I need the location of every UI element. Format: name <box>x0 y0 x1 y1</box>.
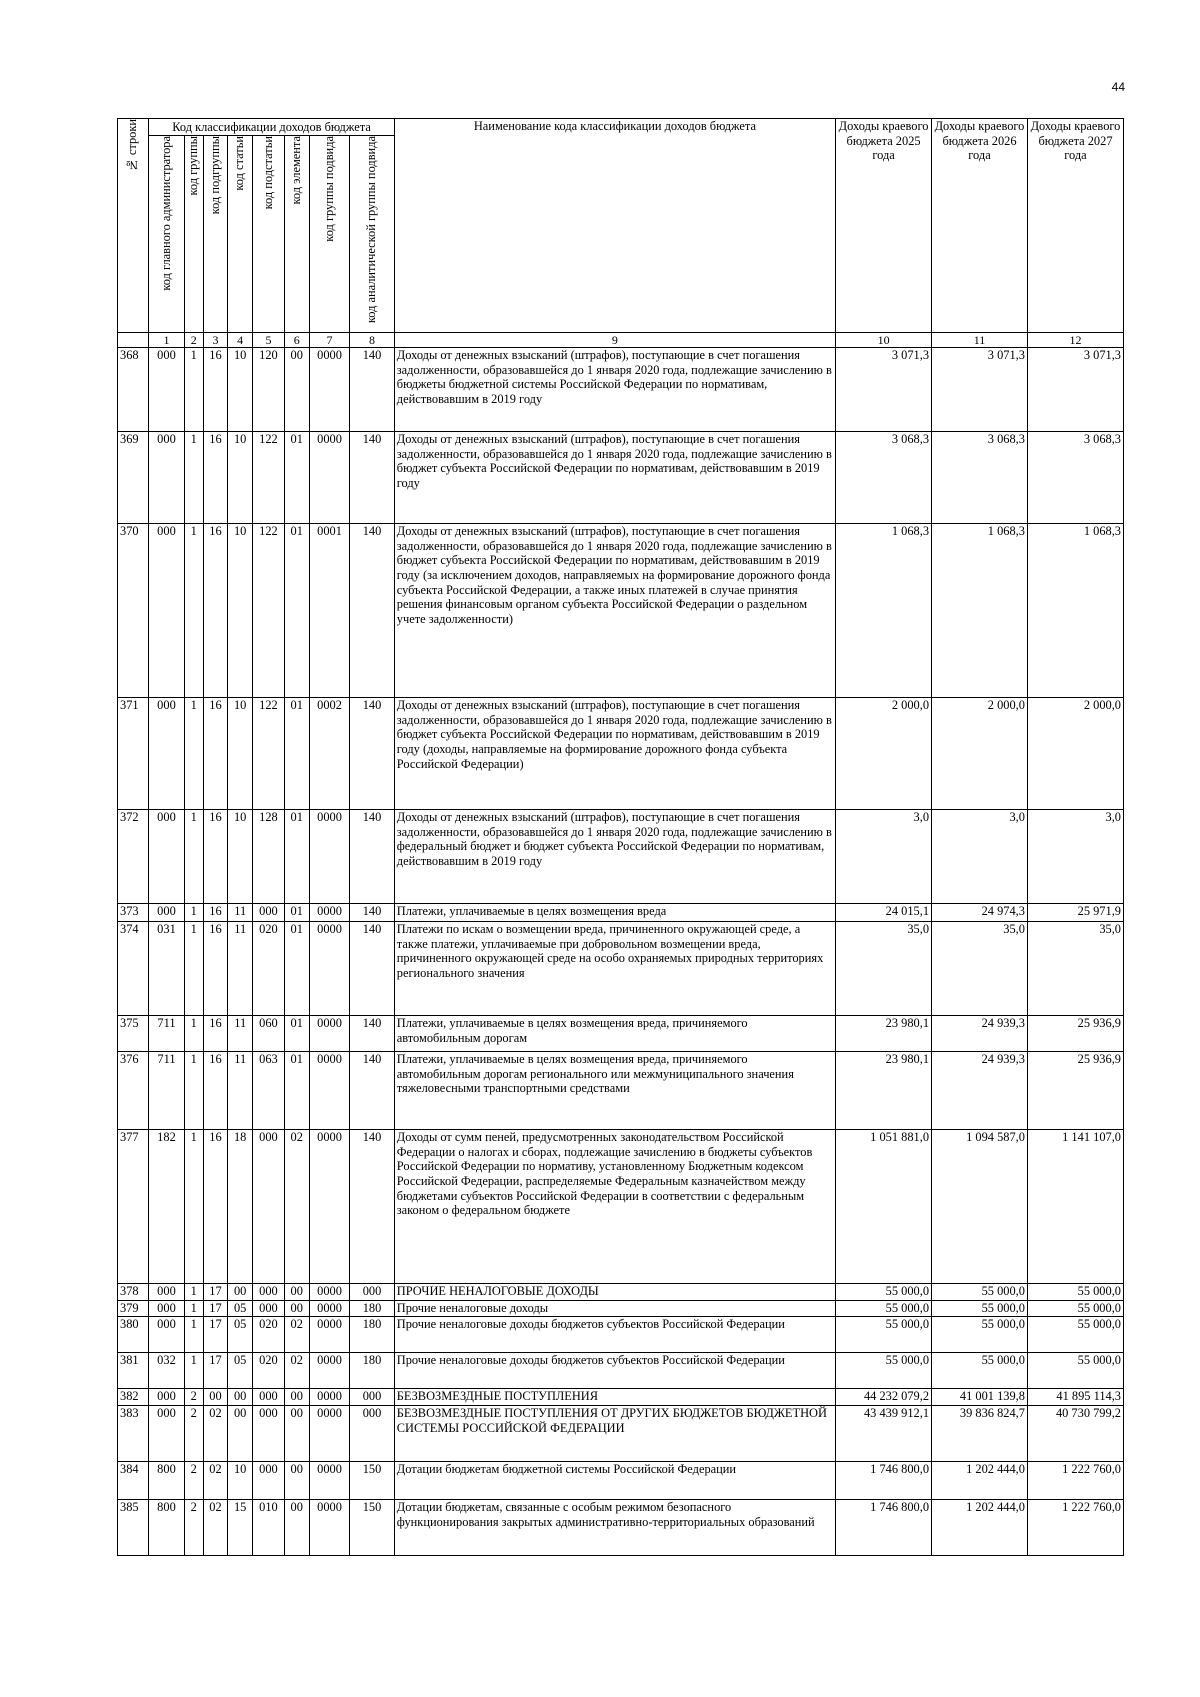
code-cell: 00 <box>284 1301 309 1317</box>
income-2025-cell: 3 071,3 <box>836 348 932 432</box>
code-cell: 18 <box>228 1130 253 1284</box>
code-cell: 16 <box>203 1052 227 1130</box>
column-number: 1 <box>149 333 184 348</box>
code-cell: 1 <box>184 1301 203 1317</box>
page-number: 44 <box>1111 80 1125 94</box>
code-cell: 020 <box>253 1317 284 1353</box>
code-cell: 000 <box>149 1301 184 1317</box>
column-number: 11 <box>932 333 1028 348</box>
code-cell: 10 <box>228 348 253 432</box>
income-2027-cell: 3 071,3 <box>1027 348 1123 432</box>
row-number-cell: 372 <box>118 810 149 904</box>
income-2027-cell: 35,0 <box>1027 922 1123 1016</box>
income-name-cell: БЕЗВОЗМЕЗДНЫЕ ПОСТУПЛЕНИЯ ОТ ДРУГИХ БЮДЖЕТОВ БЮДЖЕТНОЙ СИСТЕМЫ РОССИЙСКОЙ ФЕДЕРАЦИИ <box>394 1406 835 1462</box>
income-2027-cell: 55 000,0 <box>1027 1284 1123 1301</box>
code-cell: 10 <box>228 810 253 904</box>
code-cell: 16 <box>203 1130 227 1284</box>
income-2027-cell: 25 971,9 <box>1027 904 1123 922</box>
code-cell: 10 <box>228 524 253 698</box>
row-number-cell: 385 <box>118 1500 149 1556</box>
income-name-cell: Дотации бюджетам, связанные с особым режимом безопасного функционирования закрытых административно-территориальных образований <box>394 1500 835 1556</box>
code-cell: 000 <box>253 904 284 922</box>
code-cell: 000 <box>350 1406 395 1462</box>
header-code-analytic-group: код аналитической группы подвида <box>350 136 395 333</box>
header-code-admin: код главного администратора <box>149 136 184 333</box>
code-cell: 800 <box>149 1462 184 1500</box>
column-number: 7 <box>309 333 349 348</box>
income-2026-cell: 1 068,3 <box>932 524 1028 698</box>
code-cell: 00 <box>203 1389 227 1406</box>
income-2025-cell: 1 068,3 <box>836 524 932 698</box>
code-cell: 0000 <box>309 1130 349 1284</box>
code-cell: 00 <box>228 1389 253 1406</box>
code-cell: 000 <box>149 1317 184 1353</box>
income-2025-cell: 23 980,1 <box>836 1016 932 1052</box>
code-cell: 000 <box>350 1284 395 1301</box>
income-name-cell: Дотации бюджетам бюджетной системы Российской Федерации <box>394 1462 835 1500</box>
code-cell: 2 <box>184 1462 203 1500</box>
code-cell: 000 <box>350 1389 395 1406</box>
code-cell: 0000 <box>309 348 349 432</box>
code-cell: 020 <box>253 1353 284 1389</box>
code-cell: 0000 <box>309 1462 349 1500</box>
code-cell: 17 <box>203 1301 227 1317</box>
income-2026-cell: 24 939,3 <box>932 1016 1028 1052</box>
code-cell: 00 <box>284 1406 309 1462</box>
code-cell: 02 <box>203 1462 227 1500</box>
code-cell: 140 <box>350 922 395 1016</box>
code-cell: 180 <box>350 1317 395 1353</box>
code-cell: 2 <box>184 1406 203 1462</box>
income-2026-cell: 24 974,3 <box>932 904 1028 922</box>
income-2025-cell: 23 980,1 <box>836 1052 932 1130</box>
code-cell: 10 <box>228 1462 253 1500</box>
code-cell: 0000 <box>309 1406 349 1462</box>
code-cell: 000 <box>253 1301 284 1317</box>
code-cell: 16 <box>203 810 227 904</box>
code-cell: 150 <box>350 1500 395 1556</box>
code-cell: 180 <box>350 1353 395 1389</box>
header-name-column: Наименование кода классификации доходов бюджета <box>394 119 835 333</box>
table-row <box>118 904 1124 922</box>
row-number-cell: 378 <box>118 1284 149 1301</box>
row-number-cell: 371 <box>118 698 149 810</box>
code-cell: 02 <box>284 1353 309 1389</box>
income-2027-cell: 1 141 107,0 <box>1027 1130 1123 1284</box>
code-cell: 0000 <box>309 1052 349 1130</box>
income-2025-cell: 1 746 800,0 <box>836 1500 932 1556</box>
code-cell: 00 <box>228 1406 253 1462</box>
header-code-subarticle: код подстатьи <box>253 136 284 333</box>
table-row <box>118 348 1124 432</box>
code-cell: 1 <box>184 810 203 904</box>
row-number-cell: 382 <box>118 1389 149 1406</box>
code-cell: 711 <box>149 1052 184 1130</box>
table-row <box>118 1317 1124 1353</box>
header-code-subtype-group: код группы подвида <box>309 136 349 333</box>
code-cell: 02 <box>284 1317 309 1353</box>
code-cell: 00 <box>284 1500 309 1556</box>
row-number-cell: 369 <box>118 432 149 524</box>
code-cell: 000 <box>253 1406 284 1462</box>
code-cell: 140 <box>350 432 395 524</box>
code-cell: 2 <box>184 1500 203 1556</box>
column-number: 4 <box>228 333 253 348</box>
income-2025-cell: 44 232 079,2 <box>836 1389 932 1406</box>
code-cell: 02 <box>284 1130 309 1284</box>
income-2025-cell: 2 000,0 <box>836 698 932 810</box>
row-number-cell: 375 <box>118 1016 149 1052</box>
code-cell: 05 <box>228 1317 253 1353</box>
column-number: 2 <box>184 333 203 348</box>
income-2025-cell: 1 051 881,0 <box>836 1130 932 1284</box>
code-cell: 140 <box>350 1130 395 1284</box>
income-2027-cell: 25 936,9 <box>1027 1052 1123 1130</box>
code-cell: 11 <box>228 922 253 1016</box>
code-cell: 01 <box>284 904 309 922</box>
income-name-cell: Доходы от денежных взысканий (штрафов), поступающие в счет погашения задолженности, образовавшейся до 1 января 2020 года, подлежащие зачислению в бюджет субъекта Российской Федерации по нормативам, действовавшим в 2019 году <box>394 432 835 524</box>
code-cell: 128 <box>253 810 284 904</box>
code-cell: 1 <box>184 1016 203 1052</box>
code-cell: 11 <box>228 1052 253 1130</box>
row-number-cell: 368 <box>118 348 149 432</box>
income-name-cell: Платежи, уплачиваемые в целях возмещения вреда <box>394 904 835 922</box>
income-name-cell: БЕЗВОЗМЕЗДНЫЕ ПОСТУПЛЕНИЯ <box>394 1389 835 1406</box>
table-row <box>118 1500 1124 1556</box>
income-2026-cell: 55 000,0 <box>932 1353 1028 1389</box>
row-number-cell: 384 <box>118 1462 149 1500</box>
table-row <box>118 1130 1124 1284</box>
header-income-2027: Доходы краевого бюджета 2027 года <box>1027 119 1123 333</box>
code-cell: 122 <box>253 432 284 524</box>
row-number-cell: 376 <box>118 1052 149 1130</box>
code-cell: 000 <box>253 1389 284 1406</box>
income-name-cell: Доходы от денежных взысканий (штрафов), поступающие в счет погашения задолженности, образовавшейся до 1 января 2020 года, подлежащие зачислению в бюджет субъекта Российской Федерации по нормативам, действовавшим в 2019 году (доходы, направляемые на формирование дорожного фонда субъекта Российской Федерации) <box>394 698 835 810</box>
income-name-cell: Доходы от денежных взысканий (штрафов), поступающие в счет погашения задолженности, образовавшейся до 1 января 2020 года, подлежащие зачислению в федеральный бюджет и бюджет субъекта Российской Федерации по нормативам, действовавшим в 2019 году <box>394 810 835 904</box>
income-2026-cell: 3 068,3 <box>932 432 1028 524</box>
code-cell: 000 <box>253 1462 284 1500</box>
code-cell: 0000 <box>309 904 349 922</box>
row-number-cell: 383 <box>118 1406 149 1462</box>
code-cell: 16 <box>203 524 227 698</box>
code-cell: 032 <box>149 1353 184 1389</box>
code-cell: 140 <box>350 524 395 698</box>
code-cell: 000 <box>149 698 184 810</box>
income-2025-cell: 55 000,0 <box>836 1301 932 1317</box>
income-2025-cell: 55 000,0 <box>836 1284 932 1301</box>
code-cell: 0002 <box>309 698 349 810</box>
income-2025-cell: 3,0 <box>836 810 932 904</box>
income-2027-cell: 3 068,3 <box>1027 432 1123 524</box>
header-code-article: код статьи <box>228 136 253 333</box>
code-cell: 00 <box>284 1389 309 1406</box>
code-cell: 180 <box>350 1301 395 1317</box>
code-cell: 0000 <box>309 432 349 524</box>
code-cell: 01 <box>284 432 309 524</box>
code-cell: 0000 <box>309 1500 349 1556</box>
table-row <box>118 1284 1124 1301</box>
code-cell: 02 <box>203 1500 227 1556</box>
income-2026-cell: 39 836 824,7 <box>932 1406 1028 1462</box>
table-row <box>118 1389 1124 1406</box>
table-row <box>118 810 1124 904</box>
table-body <box>118 348 1124 1556</box>
income-2026-cell: 3 071,3 <box>932 348 1028 432</box>
code-cell: 140 <box>350 348 395 432</box>
code-cell: 711 <box>149 1016 184 1052</box>
income-2026-cell: 55 000,0 <box>932 1317 1028 1353</box>
income-2027-cell: 55 000,0 <box>1027 1301 1123 1317</box>
code-cell: 10 <box>228 432 253 524</box>
code-cell: 16 <box>203 922 227 1016</box>
column-number: 8 <box>350 333 395 348</box>
row-number-cell: 374 <box>118 922 149 1016</box>
row-number-cell: 370 <box>118 524 149 698</box>
code-cell: 1 <box>184 1052 203 1130</box>
code-cell: 05 <box>228 1301 253 1317</box>
column-number: 10 <box>836 333 932 348</box>
income-2027-cell: 3,0 <box>1027 810 1123 904</box>
code-cell: 1 <box>184 1317 203 1353</box>
code-cell: 122 <box>253 698 284 810</box>
code-cell: 00 <box>284 1462 309 1500</box>
code-cell: 031 <box>149 922 184 1016</box>
code-cell: 11 <box>228 904 253 922</box>
income-2025-cell: 1 746 800,0 <box>836 1462 932 1500</box>
code-cell: 0000 <box>309 1317 349 1353</box>
code-cell: 01 <box>284 524 309 698</box>
table-row <box>118 1052 1124 1130</box>
code-cell: 000 <box>149 810 184 904</box>
code-cell: 01 <box>284 698 309 810</box>
code-cell: 000 <box>149 1284 184 1301</box>
income-2026-cell: 55 000,0 <box>932 1284 1028 1301</box>
income-2026-cell: 41 001 139,8 <box>932 1389 1028 1406</box>
code-cell: 0001 <box>309 524 349 698</box>
code-cell: 01 <box>284 1016 309 1052</box>
code-cell: 01 <box>284 1052 309 1130</box>
header-classification-group: Код классификации доходов бюджета <box>149 119 394 136</box>
income-classification-table <box>117 118 1124 1556</box>
income-2027-cell: 41 895 114,3 <box>1027 1389 1123 1406</box>
code-cell: 000 <box>253 1284 284 1301</box>
table-row <box>118 922 1124 1016</box>
income-name-cell: ПРОЧИЕ НЕНАЛОГОВЫЕ ДОХОДЫ <box>394 1284 835 1301</box>
code-cell: 0000 <box>309 922 349 1016</box>
column-number: 5 <box>253 333 284 348</box>
income-2027-cell: 25 936,9 <box>1027 1016 1123 1052</box>
column-number: 3 <box>203 333 227 348</box>
row-number-cell: 373 <box>118 904 149 922</box>
income-2026-cell: 35,0 <box>932 922 1028 1016</box>
code-cell: 0000 <box>309 1389 349 1406</box>
code-cell: 020 <box>253 922 284 1016</box>
income-2027-cell: 55 000,0 <box>1027 1317 1123 1353</box>
code-cell: 1 <box>184 922 203 1016</box>
code-cell: 17 <box>203 1317 227 1353</box>
code-cell: 00 <box>284 348 309 432</box>
code-cell: 16 <box>203 432 227 524</box>
table-row <box>118 432 1124 524</box>
row-number-cell: 377 <box>118 1130 149 1284</box>
income-2027-cell: 1 222 760,0 <box>1027 1500 1123 1556</box>
header-code-group: код группы <box>184 136 203 333</box>
income-2025-cell: 35,0 <box>836 922 932 1016</box>
income-2025-cell: 55 000,0 <box>836 1317 932 1353</box>
income-name-cell: Доходы от сумм пеней, предусмотренных законодательством Российской Федерации о налогах и сборах, подлежащие зачислению в бюджеты субъектов Российской Федерации по нормативу, установленному Бюджетным кодексом Российской Федерации, распределяемые Федеральным казначейством между бюджетами субъектов Российской Федерации в соответствии с федеральным законом о федеральном бюджете <box>394 1130 835 1284</box>
code-cell: 150 <box>350 1462 395 1500</box>
code-cell: 17 <box>203 1353 227 1389</box>
income-2026-cell: 1 202 444,0 <box>932 1462 1028 1500</box>
code-cell: 1 <box>184 432 203 524</box>
header-code-subgroup: код подгруппы <box>203 136 227 333</box>
code-cell: 1 <box>184 1130 203 1284</box>
code-cell: 1 <box>184 348 203 432</box>
header-income-2025: Доходы краевого бюджета 2025 года <box>836 119 932 333</box>
code-cell: 000 <box>149 524 184 698</box>
table-row <box>118 1301 1124 1317</box>
income-2026-cell: 3,0 <box>932 810 1028 904</box>
income-2027-cell: 1 222 760,0 <box>1027 1462 1123 1500</box>
code-cell: 02 <box>203 1406 227 1462</box>
table-row <box>118 1406 1124 1462</box>
code-cell: 0000 <box>309 1016 349 1052</box>
code-cell: 000 <box>149 904 184 922</box>
code-cell: 800 <box>149 1500 184 1556</box>
code-cell: 000 <box>149 432 184 524</box>
code-cell: 060 <box>253 1016 284 1052</box>
code-cell: 00 <box>284 1284 309 1301</box>
code-cell: 16 <box>203 348 227 432</box>
income-name-cell: Доходы от денежных взысканий (штрафов), поступающие в счет погашения задолженности, образовавшейся до 1 января 2020 года, подлежащие зачислению в бюджет субъекта Российской Федерации по нормативам, действовавшим в 2019 году (за исключением доходов, направляемых на формирование дорожного фонда субъекта Российской Федерации, а также иных платежей в случае принятия решения финансовым органом субъекта Российской Федерации о раздельном учете задолженности) <box>394 524 835 698</box>
table-row <box>118 1353 1124 1389</box>
income-name-cell: Доходы от денежных взысканий (штрафов), поступающие в счет погашения задолженности, образовавшейся до 1 января 2020 года, подлежащие зачислению в бюджеты бюджетной системы Российской Федерации по нормативам, действовавшим в 2019 году <box>394 348 835 432</box>
code-cell: 000 <box>253 1130 284 1284</box>
row-number-cell: 381 <box>118 1353 149 1389</box>
code-cell: 15 <box>228 1500 253 1556</box>
column-number-row <box>118 333 1124 348</box>
row-number-cell: 379 <box>118 1301 149 1317</box>
code-cell: 182 <box>149 1130 184 1284</box>
income-name-cell: Платежи, уплачиваемые в целях возмещения вреда, причиняемого автомобильным дорогам <box>394 1016 835 1052</box>
income-name-cell: Платежи, уплачиваемые в целях возмещения вреда, причиняемого автомобильным дорогам регионального или межмуниципального значения тяжеловесными транспортными средствами <box>394 1052 835 1130</box>
code-cell: 140 <box>350 1052 395 1130</box>
income-name-cell: Платежи по искам о возмещении вреда, причиненного окружающей среде, а также платежи, уплачиваемые при добровольном возмещении вреда, причиненного окружающей среде на особо охраняемых природных территориях регионального значения <box>394 922 835 1016</box>
column-number: 12 <box>1027 333 1123 348</box>
income-name-cell: Прочие неналоговые доходы <box>394 1301 835 1317</box>
code-cell: 0000 <box>309 1284 349 1301</box>
code-cell: 122 <box>253 524 284 698</box>
income-2025-cell: 55 000,0 <box>836 1353 932 1389</box>
code-cell: 000 <box>149 1406 184 1462</box>
table-row <box>118 1462 1124 1500</box>
code-cell: 1 <box>184 698 203 810</box>
code-cell: 140 <box>350 810 395 904</box>
code-cell: 10 <box>228 698 253 810</box>
income-2025-cell: 3 068,3 <box>836 432 932 524</box>
table-row <box>118 1016 1124 1052</box>
income-2026-cell: 1 094 587,0 <box>932 1130 1028 1284</box>
table-row <box>118 524 1124 698</box>
income-2027-cell: 40 730 799,2 <box>1027 1406 1123 1462</box>
code-cell: 010 <box>253 1500 284 1556</box>
income-2027-cell: 55 000,0 <box>1027 1353 1123 1389</box>
income-2027-cell: 1 068,3 <box>1027 524 1123 698</box>
table-row <box>118 698 1124 810</box>
code-cell: 16 <box>203 698 227 810</box>
income-2025-cell: 24 015,1 <box>836 904 932 922</box>
column-number: 6 <box>284 333 309 348</box>
code-cell: 2 <box>184 1389 203 1406</box>
header-code-element: код элемента <box>284 136 309 333</box>
income-2026-cell: 2 000,0 <box>932 698 1028 810</box>
header-row-number: № строки <box>118 119 149 333</box>
income-2027-cell: 2 000,0 <box>1027 698 1123 810</box>
income-name-cell: Прочие неналоговые доходы бюджетов субъектов Российской Федерации <box>394 1353 835 1389</box>
code-cell: 0000 <box>309 810 349 904</box>
income-name-cell: Прочие неналоговые доходы бюджетов субъектов Российской Федерации <box>394 1317 835 1353</box>
code-cell: 1 <box>184 524 203 698</box>
code-cell: 16 <box>203 1016 227 1052</box>
column-number-blank <box>118 333 149 348</box>
code-cell: 063 <box>253 1052 284 1130</box>
row-number-cell: 380 <box>118 1317 149 1353</box>
income-2026-cell: 1 202 444,0 <box>932 1500 1028 1556</box>
code-cell: 01 <box>284 922 309 1016</box>
code-cell: 1 <box>184 1284 203 1301</box>
header-income-2026: Доходы краевого бюджета 2026 года <box>932 119 1028 333</box>
code-cell: 000 <box>149 348 184 432</box>
code-cell: 1 <box>184 904 203 922</box>
code-cell: 1 <box>184 1353 203 1389</box>
income-2025-cell: 43 439 912,1 <box>836 1406 932 1462</box>
income-2026-cell: 55 000,0 <box>932 1301 1028 1317</box>
code-cell: 000 <box>149 1389 184 1406</box>
code-cell: 00 <box>228 1284 253 1301</box>
code-cell: 11 <box>228 1016 253 1052</box>
code-cell: 05 <box>228 1353 253 1389</box>
code-cell: 0000 <box>309 1301 349 1317</box>
code-cell: 120 <box>253 348 284 432</box>
income-2026-cell: 24 939,3 <box>932 1052 1028 1130</box>
code-cell: 140 <box>350 1016 395 1052</box>
code-cell: 140 <box>350 904 395 922</box>
code-cell: 16 <box>203 904 227 922</box>
code-cell: 0000 <box>309 1353 349 1389</box>
code-cell: 17 <box>203 1284 227 1301</box>
code-cell: 01 <box>284 810 309 904</box>
column-number: 9 <box>394 333 835 348</box>
code-cell: 140 <box>350 698 395 810</box>
